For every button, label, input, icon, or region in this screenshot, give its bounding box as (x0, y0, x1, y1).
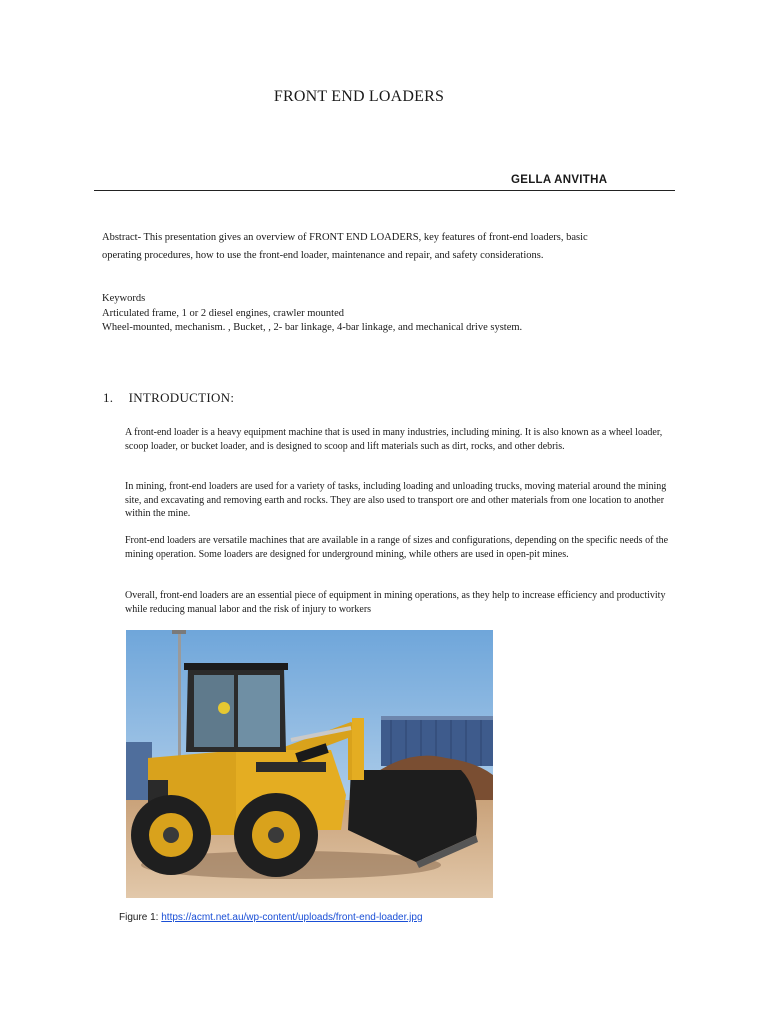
author-name: GELLA ANVITHA (511, 174, 608, 186)
section-number: 1. (103, 390, 114, 405)
figure-caption (119, 912, 423, 923)
document-title: FRONT END LOADERS (273, 88, 445, 105)
section-heading-introduction (103, 390, 234, 406)
intro-paragraph: A front-end loader is a heavy equipment machine that is used in many industries, including mining. It is also known as a wheel loader, scoop loader, or bucket loader, and is designed to scoop and lift materials such as dirt, rocks, and other debris. (125, 427, 663, 452)
section-title: INTRODUCTION: (128, 390, 235, 405)
keywords-line: Wheel-mounted, mechanism. , Bucket, , 2- bar linkage, 4-bar linkage, and mechanical drive system. (102, 322, 523, 333)
header-divider (94, 190, 675, 191)
figure-source-link[interactable]: https://acmt.net.au/wp-content/uploads/front-end-loader.jpg (161, 912, 423, 923)
keywords-heading: Keywords (102, 293, 146, 304)
abstract-text: Abstract- This presentation gives an overview of FRONT END LOADERS, key features of front-end loaders, basic operating procedures, how to use the front-end loader, maintenance and repair, and safety considerations. (102, 232, 588, 261)
keywords-block (102, 292, 662, 336)
front-end-loader-photo (126, 630, 493, 898)
intro-paragraph: Overall, front-end loaders are an essential piece of equipment in mining operations, as they help to increase efficiency and productivity while reducing manual labor and the risk of injury to workers (125, 590, 666, 615)
intro-paragraph: In mining, front-end loaders are used for a variety of tasks, including loading and unloading trucks, moving material around the mining site, and excavating and removing earth and rocks. They are also used to transport ore and other materials from one location to another within the mine. (125, 481, 667, 519)
intro-paragraph: Front-end loaders are versatile machines that are available in a range of sizes and configurations, depending on the specific needs of the mining operation. Some loaders are designed for underground mining, while others are used in open-pit mines. (125, 535, 669, 560)
figure-label: Figure 1: (119, 912, 159, 923)
keywords-line: Articulated frame, 1 or 2 diesel engines, crawler mounted (102, 307, 344, 319)
